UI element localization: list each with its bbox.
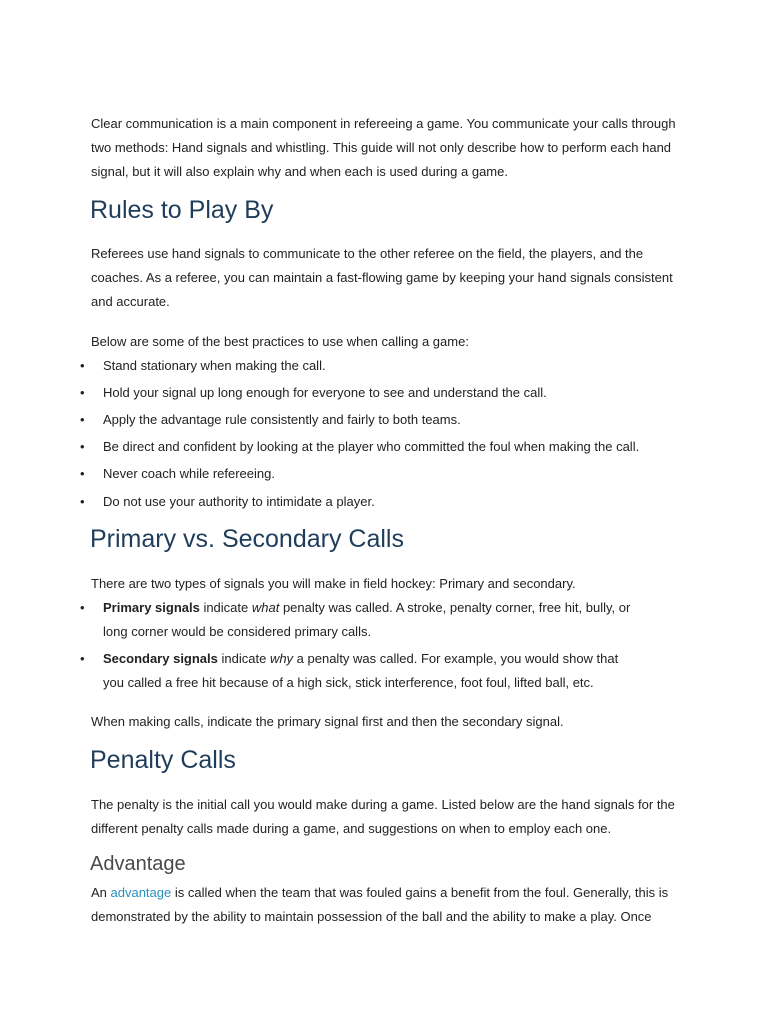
calls-paragraph: There are two types of signals you will make in field hockey: Primary and secondary.: [91, 576, 576, 591]
bullet-icon: •: [80, 651, 85, 666]
bullet-icon: •: [80, 494, 85, 509]
bullet-icon: •: [80, 439, 85, 454]
primary-emphasis: what: [251, 600, 280, 615]
list-item-text: Apply the advantage rule consistently and fairly to both teams.: [103, 412, 461, 427]
list-item-text: Stand stationary when making the call.: [103, 358, 326, 373]
practices-intro: Below are some of the best practices to use when calling a game:: [91, 334, 469, 349]
list-item-text: Do not use your authority to intimidate a player.: [103, 494, 375, 509]
penalty-paragraph: The penalty is the initial call you would make during a game. Listed below are the hand signals for the different penalty calls made during a game, and suggestions on when to employ each one.: [91, 797, 675, 837]
list-item-text: Be direct and confident by looking at the player who committed the foul when making the call.: [103, 439, 640, 454]
bullet-icon: •: [80, 412, 85, 427]
calls-heading: Primary vs. Secondary Calls: [90, 525, 404, 553]
calls-note: When making calls, indicate the primary signal first and then the secondary signal.: [91, 714, 564, 729]
bullet-icon: •: [80, 358, 85, 373]
advantage-link[interactable]: advantage: [110, 885, 172, 900]
advantage-paragraph: An advantage is called when the team that was fouled gains a benefit from the foul. Generally, this is demonstrated by the ability to maintain possession of the ball and the ability to make a play. Once: [91, 885, 669, 925]
list-item-text: Never coach while refereeing.: [103, 466, 275, 481]
primary-term: Primary signals: [103, 600, 200, 615]
bullet-icon: •: [80, 600, 85, 615]
bullet-icon: •: [80, 466, 85, 481]
bullet-icon: •: [80, 385, 85, 400]
list-item-text: Hold your signal up long enough for everyone to see and understand the call.: [103, 385, 547, 400]
list-item-text: Primary signals indicate what penalty was called. A stroke, penalty corner, free hit, bully, or long corner would be considered primary calls.: [103, 600, 631, 640]
list-item-text: Secondary signals indicate why a penalty was called. For example, you would show that you called a free hit because of a high sick, stick interference, foot foul, lifted ball, etc.: [103, 651, 619, 691]
secondary-term: Secondary signals: [103, 651, 218, 666]
penalty-heading: Penalty Calls: [90, 746, 236, 774]
secondary-emphasis: why: [269, 651, 294, 666]
intro-paragraph: Clear communication is a main component in refereeing a game. You communicate your calls through two methods: Hand signals and whistling. This guide will not only describe how to perform each hand signal, but it will also explain why and when each is used during a game.: [91, 116, 676, 180]
rules-paragraph: Referees use hand signals to communicate to the other referee on the field, the players, and the coaches. As a referee, you can maintain a fast-flowing game by keeping your hand signals consistent and accurate.: [91, 246, 673, 310]
advantage-heading: Advantage: [90, 853, 186, 875]
rules-heading: Rules to Play By: [90, 196, 274, 224]
